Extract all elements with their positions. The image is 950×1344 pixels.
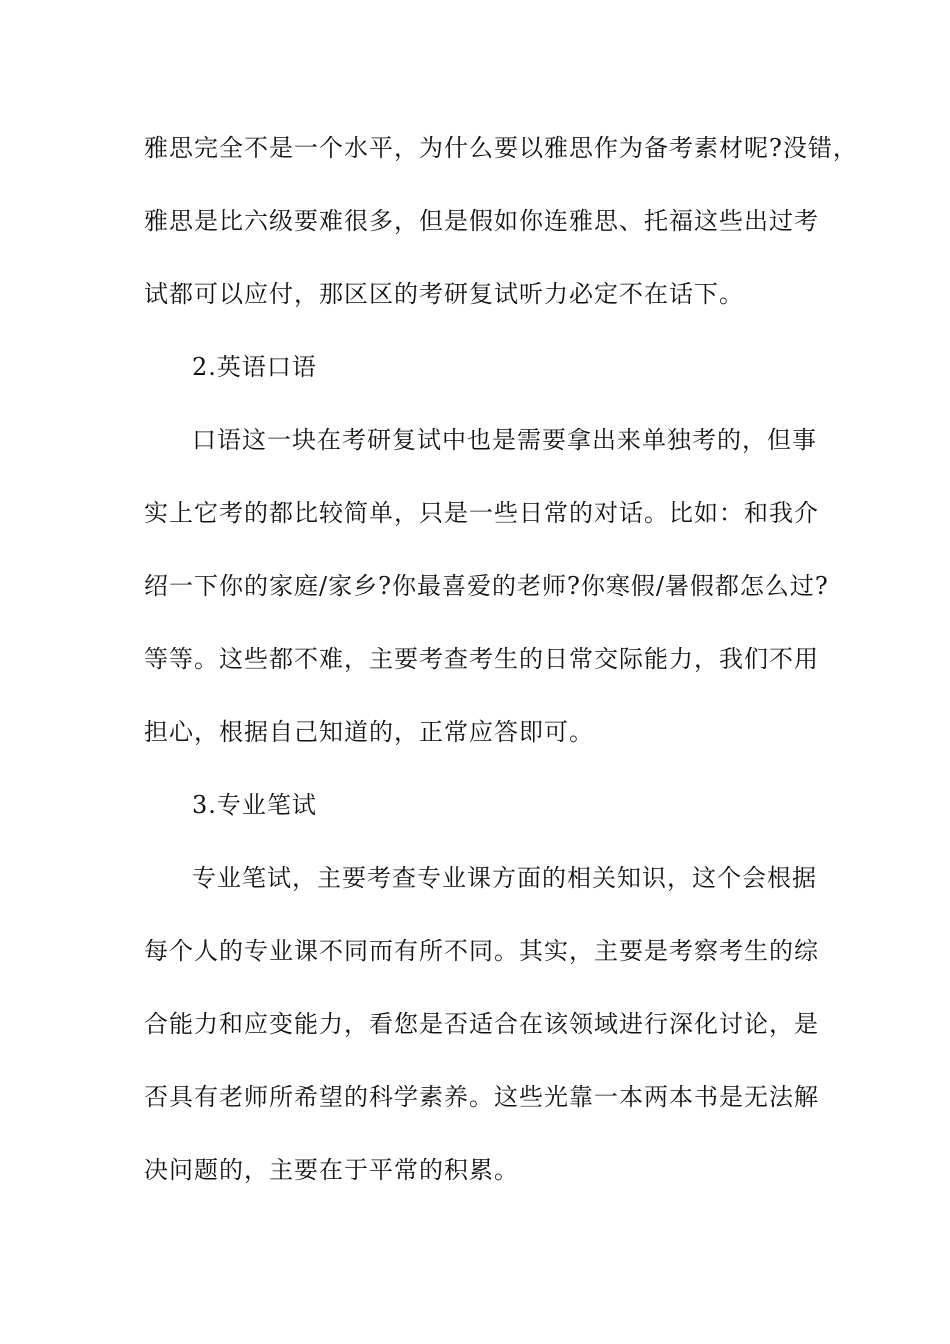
paragraph-line: 等等。这些都不难，主要考查考生的日常交际能力，我们不用 (144, 645, 819, 673)
paragraph-line: 试都可以应付，那区区的考研复试听力必定不在话下。 (144, 280, 744, 308)
paragraph-line: 决问题的，主要在于平常的积累。 (144, 1156, 519, 1184)
document-body (144, 120, 858, 1215)
paragraph-line: 雅思是比六级要难很多，但是假如你连雅思、托福这些出过考 (144, 207, 819, 235)
paragraph-line: 每个人的专业课不同而有所不同。其实，主要是考察考生的综 (144, 937, 819, 965)
paragraph-line: 雅思完全不是一个水平，为什么要以雅思作为备考素材呢?没错， (144, 134, 858, 162)
section-heading-oral-english: 2.英语口语 (192, 353, 317, 381)
paragraph-line: 绍一下你的家庭/家乡?你最喜爱的老师?你寒假/暑假都怎么过? (144, 572, 829, 600)
paragraph-line: 否具有老师所希望的科学素养。这些光靠一本两本书是无法解 (144, 1083, 819, 1111)
paragraph-line: 合能力和应变能力，看您是否适合在该领域进行深化讨论，是 (144, 1010, 819, 1038)
paragraph-line: 担心，根据自己知道的，正常应答即可。 (144, 718, 594, 746)
paragraph-line: 实上它考的都比较简单，只是一些日常的对话。比如：和我介 (144, 499, 819, 527)
section-heading-professional-exam: 3.专业笔试 (192, 791, 317, 819)
paragraph-line: 口语这一块在考研复试中也是需要拿出来单独考的，但事 (192, 426, 817, 454)
paragraph-line: 专业笔试，主要考查专业课方面的相关知识，这个会根据 (192, 864, 817, 892)
